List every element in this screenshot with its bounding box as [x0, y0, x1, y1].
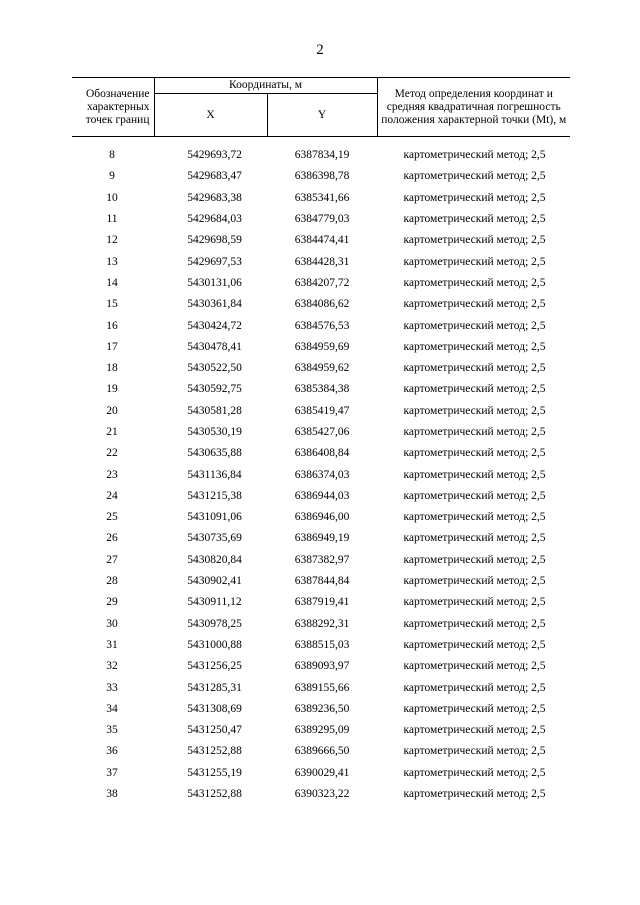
y-coordinate-cell: 6384207,72 [294, 276, 350, 289]
x-coordinate-cell: 5430530,19 [187, 426, 242, 438]
method-cell: картометрический метод; 2,5 [403, 170, 546, 183]
x-coordinate-cell: 5430902,41 [187, 575, 242, 588]
y-column-header: Y [267, 94, 377, 137]
method-cell: картометрический метод; 2,5 [403, 404, 546, 417]
x-coordinate-cell: 5429698,59 [187, 234, 242, 247]
y-coordinate-cell: 6384959,62 [294, 362, 350, 375]
method-cell: картометрический метод; 2,5 [403, 575, 546, 588]
point-number-cell: 29 [106, 596, 118, 609]
table-body [72, 137, 570, 806]
y-coordinate-cell: 6386946,00 [294, 511, 350, 524]
table-row [72, 571, 570, 592]
point-number-cell: 13 [106, 255, 118, 268]
table-row [72, 188, 570, 209]
method-cell: картометрический метод; 2,5 [403, 447, 546, 460]
point-number-cell: 21 [106, 426, 118, 438]
table-row [72, 507, 570, 528]
x-coordinate-cell: 5431308,69 [187, 702, 242, 715]
method-cell: картометрический метод; 2,5 [403, 149, 546, 162]
y-coordinate-cell: 6385384,38 [294, 383, 350, 396]
x-coordinate-cell: 5431252,88 [187, 788, 242, 801]
point-number-cell: 17 [106, 340, 118, 353]
point-number-cell: 8 [109, 149, 115, 162]
y-coordinate-cell: 6388292,31 [294, 617, 350, 630]
point-designation-header: Обозначение характерных точек границ [72, 78, 154, 137]
table-row [72, 401, 570, 422]
point-number-cell: 20 [106, 404, 118, 417]
x-coordinate-cell: 5431285,31 [187, 681, 242, 694]
table-row [72, 528, 570, 549]
point-number-cell: 30 [106, 617, 118, 630]
y-coordinate-cell: 6385341,66 [294, 191, 350, 204]
y-coordinate-cell: 6387844,84 [294, 575, 350, 588]
table-row [72, 166, 570, 187]
x-coordinate-cell: 5430911,12 [187, 596, 242, 609]
table-row [72, 614, 570, 635]
x-coordinate-cell: 5431256,25 [187, 660, 242, 673]
point-number-cell: 11 [106, 213, 118, 226]
y-coordinate-cell: 6384779,03 [294, 213, 350, 226]
table-header [72, 78, 570, 137]
method-cell: картометрический метод; 2,5 [403, 234, 546, 247]
point-number-cell: 32 [106, 660, 118, 673]
table-row [72, 443, 570, 464]
x-coordinate-cell: 5430592,75 [187, 383, 242, 396]
method-cell: картометрический метод; 2,5 [403, 553, 546, 566]
x-coordinate-cell: 5430735,69 [187, 532, 242, 545]
x-coordinate-cell: 5430361,84 [187, 298, 242, 311]
table-row [72, 699, 570, 720]
method-cell: картометрический метод; 2,5 [403, 213, 546, 226]
x-coordinate-cell: 5431215,38 [187, 489, 242, 502]
table-row [72, 464, 570, 485]
method-cell: картометрический метод; 2,5 [403, 788, 546, 801]
method-cell: картометрический метод; 2,5 [403, 532, 546, 545]
x-coordinate-cell: 5431250,47 [187, 724, 242, 737]
x-coordinate-cell: 5430581,28 [187, 404, 242, 417]
y-coordinate-cell: 6384086,62 [294, 298, 350, 311]
y-coordinate-cell: 6384474,41 [294, 234, 350, 247]
x-coordinate-cell: 5429684,03 [187, 213, 242, 226]
x-coordinate-cell: 5430522,50 [187, 362, 242, 375]
y-coordinate-cell: 6389093,97 [294, 660, 350, 673]
method-cell: картометрический метод; 2,5 [403, 489, 546, 502]
method-cell: картометрический метод; 2,5 [403, 468, 546, 481]
x-coordinate-cell: 5429697,53 [187, 255, 242, 268]
method-cell: картометрический метод; 2,5 [403, 724, 546, 737]
y-coordinate-cell: 6384576,53 [294, 319, 350, 332]
method-cell: картометрический метод; 2,5 [403, 298, 546, 311]
method-cell: картометрический метод; 2,5 [403, 660, 546, 673]
y-coordinate-cell: 6389236,50 [294, 702, 350, 715]
table-row [72, 720, 570, 741]
method-cell: картометрический метод; 2,5 [403, 362, 546, 375]
table-row [72, 315, 570, 336]
table-row [72, 784, 570, 805]
method-cell: картометрический метод; 2,5 [403, 383, 546, 396]
table-row [72, 656, 570, 677]
y-coordinate-cell: 6387919,41 [294, 596, 350, 609]
y-coordinate-cell: 6386408,84 [294, 447, 350, 460]
y-coordinate-cell: 6388515,03 [294, 638, 350, 651]
method-cell: картометрический метод; 2,5 [403, 191, 546, 204]
y-coordinate-cell: 6385419,47 [294, 404, 350, 417]
method-cell: картометрический метод; 2,5 [403, 638, 546, 651]
table-row [72, 486, 570, 507]
table-row [72, 230, 570, 251]
point-number-cell: 27 [106, 553, 118, 566]
y-coordinate-cell: 6390323,22 [294, 788, 350, 801]
table-row [72, 337, 570, 358]
x-coordinate-cell: 5431091,06 [187, 511, 242, 524]
x-coordinate-cell: 5430424,72 [187, 319, 242, 332]
x-coordinate-cell: 5430635,88 [187, 447, 242, 460]
x-coordinate-cell: 5430978,25 [187, 617, 242, 630]
x-coordinate-cell: 5429683,38 [187, 191, 242, 204]
method-cell: картометрический метод; 2,5 [403, 255, 546, 268]
y-coordinate-cell: 6386944,03 [294, 489, 350, 502]
coordinates-header: Координаты, м [154, 78, 377, 94]
point-number-cell: 23 [106, 468, 118, 481]
point-number-cell: 19 [106, 383, 118, 396]
table-row [72, 251, 570, 272]
point-number-cell: 14 [106, 276, 118, 289]
table-row [72, 145, 570, 166]
x-coordinate-cell: 5430131,06 [187, 276, 242, 289]
point-number-cell: 37 [106, 766, 118, 779]
table-row [72, 358, 570, 379]
table-row [72, 294, 570, 315]
method-cell: картометрический метод; 2,5 [403, 276, 546, 289]
y-coordinate-cell: 6389295,09 [294, 724, 350, 737]
y-coordinate-cell: 6389666,50 [294, 745, 350, 758]
point-number-cell: 28 [106, 575, 118, 588]
page-number: 2 [316, 42, 324, 58]
y-coordinate-cell: 6385427,06 [294, 426, 350, 438]
table-row [72, 273, 570, 294]
boundary-points-table [72, 77, 570, 805]
y-coordinate-cell: 6387834,19 [294, 149, 350, 162]
table-row [72, 379, 570, 400]
y-coordinate-cell: 6386398,78 [294, 170, 350, 183]
table-row [72, 422, 570, 443]
point-number-cell: 31 [106, 638, 118, 651]
x-coordinate-cell: 5430820,84 [187, 553, 242, 566]
y-coordinate-cell: 6389155,66 [294, 681, 350, 694]
point-number-cell: 35 [106, 724, 118, 737]
table-row [72, 763, 570, 784]
table-row [72, 209, 570, 230]
table-row [72, 635, 570, 656]
point-number-cell: 38 [106, 788, 118, 801]
method-cell: картометрический метод; 2,5 [403, 681, 546, 694]
x-coordinate-cell: 5429693,72 [187, 149, 242, 162]
point-number-cell: 10 [106, 191, 118, 204]
method-cell: картометрический метод; 2,5 [403, 617, 546, 630]
method-cell: картометрический метод; 2,5 [403, 596, 546, 609]
point-number-cell: 34 [106, 702, 118, 715]
x-column-header: X [154, 94, 267, 137]
method-cell: картометрический метод; 2,5 [403, 766, 546, 779]
point-number-cell: 26 [106, 532, 118, 545]
point-number-cell: 15 [106, 298, 118, 311]
point-number-cell: 25 [106, 511, 118, 524]
x-coordinate-cell: 5431000,88 [187, 638, 242, 651]
method-cell: картометрический метод; 2,5 [403, 340, 546, 353]
method-cell: картометрический метод; 2,5 [403, 426, 546, 438]
method-header: Метод определения координат и средняя квадратичная погрешность положения характерной точки (Mt), м [377, 78, 570, 137]
x-coordinate-cell: 5430478,41 [187, 340, 242, 353]
y-coordinate-cell: 6386949,19 [294, 532, 350, 545]
y-coordinate-cell: 6387382,97 [294, 553, 350, 566]
method-cell: картометрический метод; 2,5 [403, 511, 546, 524]
x-coordinate-cell: 5431136,84 [187, 468, 242, 481]
point-number-cell: 18 [106, 362, 118, 375]
y-coordinate-cell: 6384959,69 [294, 340, 350, 353]
x-coordinate-cell: 5429683,47 [187, 170, 242, 183]
y-coordinate-cell: 6386374,03 [294, 468, 350, 481]
table-row [72, 741, 570, 762]
point-number-cell: 24 [106, 489, 118, 502]
point-number-cell: 36 [106, 745, 118, 758]
x-coordinate-cell: 5431255,19 [187, 766, 242, 779]
point-number-cell: 22 [106, 447, 118, 460]
point-number-cell: 33 [106, 681, 118, 694]
method-cell: картометрический метод; 2,5 [403, 319, 546, 332]
y-coordinate-cell: 6384428,31 [294, 255, 350, 268]
table-row [72, 677, 570, 698]
y-coordinate-cell: 6390029,41 [294, 766, 350, 779]
table-row [72, 550, 570, 571]
table-row [72, 592, 570, 613]
method-cell: картометрический метод; 2,5 [403, 745, 546, 758]
point-number-cell: 16 [106, 319, 118, 332]
method-cell: картометрический метод; 2,5 [403, 702, 546, 715]
point-number-cell: 9 [109, 170, 115, 183]
point-number-cell: 12 [106, 234, 118, 247]
x-coordinate-cell: 5431252,88 [187, 745, 242, 758]
